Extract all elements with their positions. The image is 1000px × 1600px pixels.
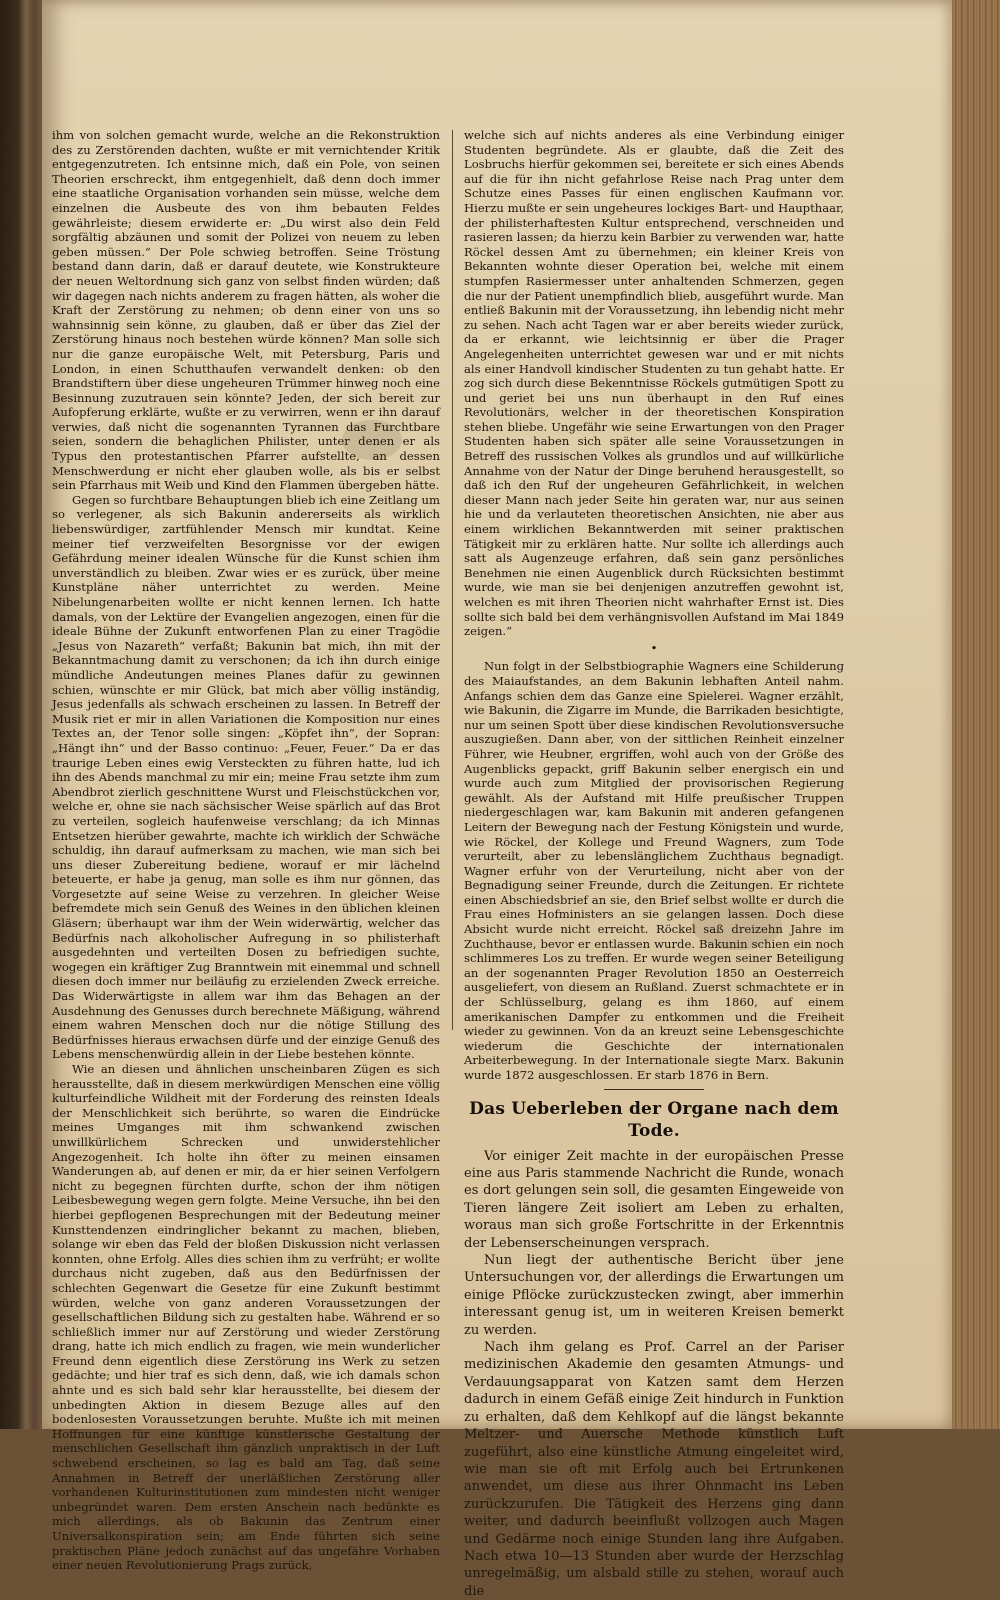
margin-fragment: l bbox=[4, 230, 8, 244]
margin-fragment: t bbox=[4, 1230, 9, 1244]
margin-fragment: t bbox=[4, 1330, 9, 1344]
book-page-edges bbox=[952, 0, 1000, 1429]
margin-fragment: r bbox=[4, 450, 10, 464]
margin-fragment: r bbox=[4, 1270, 10, 1284]
article-headline: Das Ueberleben der Organe nach dem Tode. bbox=[469, 1098, 839, 1141]
margin-fragment: b bbox=[4, 190, 12, 204]
margin-fragment: n bbox=[4, 650, 12, 664]
margin-fragment: f bbox=[4, 210, 9, 224]
margin-fragment: i bbox=[4, 970, 8, 984]
margin-fragment: l bbox=[4, 1090, 8, 1104]
right-column bbox=[464, 128, 844, 1600]
margin-fragment: e bbox=[4, 1370, 12, 1384]
margin-fragment: r bbox=[4, 1410, 10, 1424]
margin-fragment: e bbox=[4, 1190, 12, 1204]
margin-fragment: e bbox=[4, 990, 12, 1004]
margin-fragment: r bbox=[4, 810, 10, 824]
margin-fragment: e bbox=[4, 1310, 12, 1324]
column-divider bbox=[452, 130, 453, 1030]
previous-page-fragment bbox=[0, 0, 30, 1429]
article-paragraph: Vor einiger Zeit machte in der europäischen Presse eine aus Paris stammende Nachricht die Runde, wonach es dort gelungen sein soll, die gesamten Eingeweide von Tieren längere Zeit isoliert am Leben zu erhalten, woraus man sich große Fortschritte in der Erkenntnis der Lebenserscheinungen versprach. bbox=[464, 1148, 844, 1251]
margin-fragment: r bbox=[4, 1130, 10, 1144]
section-separator: • bbox=[650, 640, 658, 655]
article-paragraph: Nach ihm gelang es Prof. Carrel an der Pariser medizinischen Akademie den gesamten Atmungs- und Verdauungsapparat von Katzen samt dem Herzen dadurch in einem Gefäß einige Zeit hindurch in Funktion zu erhalten, daß dem Kehlkopf auf die längst bekannte Meltzer- und Auersche Methode künstlich Luft zugeführt, also eine künstliche Atmung eingeleitet wird, wie man sie oft mit Erfolg auch bei Ertrunkenen anwendet, um diese aus ihrer Ohnmacht ins Leben zurückzurufen. Die Tätigkeit des Herzens ging dann weiter, und dadurch beeinflußt vollzogen auch Magen und Gedärme noch einige Stunden lang ihre Aufgaben. Nach etwa 10—13 Stunden aber wurde der Herzschlag unregelmäßig, um alsbald stille zu stehen, worauf auch die bbox=[464, 1340, 844, 1599]
margin-fragment: d bbox=[4, 1210, 12, 1224]
margin-fragment: e bbox=[4, 910, 12, 924]
margin-fragment: e bbox=[4, 1250, 12, 1264]
margin-fragment: e bbox=[4, 1150, 12, 1164]
margin-fragment: e bbox=[4, 1390, 12, 1404]
article-paragraph: Nun liegt der authentische Bericht über jene Untersuchungen vor, der allerdings die Erwartungen um einige Pflöcke zurückzustecken zwingt, aber immerhin interessant genug ist, um in weiteren Kreisen bemerkt zu werden. bbox=[464, 1253, 844, 1338]
margin-fragment: n bbox=[4, 1170, 12, 1184]
body-paragraph: ihm von solchen gemacht wurde, welche an die Rekonstruktion des zu Zerstörenden dachten, wußte er mit vernichtender Kritik entgegenzutreten. Ich entsinne mich, daß ein Pole, von seinen Theorien erschreckt, ihm entgegenhielt, daß denn doch immer eine staatliche Organisation vorhanden sein müsse, welche dem einzelnen die Ausbeute des von ihm bebauten Feldes gewährleiste; diesem erwiderte er: „Du wirst also dein Feld sorgfältig abzäunen und somit der Polizei von neuem zu leben geben müssen.“ Der Pole schwieg betroffen. Seine Tröstung bestand dann darin, daß er darauf deutete, wie Konstrukteure der neuen Weltordnung sich ganz von selbst finden würden; daß wir dagegen nach nichts anderem zu fragen hätten, als woher die Kraft der Zerstörung zu nehmen; ob denn einer von uns so wahnsinnig sein könne, zu glauben, daß er über das Ziel der Zerstörung hinaus noch bestehen würde können? Man solle sich nur die ganze europäische Welt, mit Petersburg, Paris und London, in einen Schutthaufen verwandelt denken: ob den Brandstiftern über diese ungeheuren Trümmer hinweg noch eine Besinnung zuzutrauen sein könnte? Jeden, der sich bereit zur Aufopferung erklärte, wußte er zu verwirren, wenn er ihn darauf verwies, daß nicht die sogenannten Tyrannen das Furchtbare seien, sondern die behaglichen Philister, unter denen er als Typus den protestantischen Pfarrer aufstellte, an dessen Menschwerdung er nicht eher glauben wolle, als bis er selbst sein Pfarrhaus mit Weib und Kind den Flammen übergeben hätte. bbox=[52, 128, 440, 493]
margin-fragment: n bbox=[4, 1290, 12, 1304]
margin-fragment: r bbox=[4, 690, 10, 704]
body-paragraph: Nun folgt in der Selbstbiographie Wagners eine Schilderung des Maiaufstandes, an dem Bakunin lebhaften Anteil nahm. Anfangs schien dem das Ganze eine Spielerei. Wagner erzählt, wie Bakunin, die Zigarre im Munde, die Barrikaden besichtigte, nur um seinen Spott über diese kindischen Revolutionsversuche auszugießen. Dann aber, von der sittlichen Reinheit einzelner Führer, wie Heubner, ergriffen, wohl auch von der Größe des Augenblicks gepackt, griff Bakunin selber energisch ein und wurde auch zum Mitglied der provisorischen Regierung gewählt. Als der Aufstand mit Hilfe preußischer Truppen niedergeschlagen war, kam Bakunin mit anderen gefangenen Leitern der Bewegung nach der Festung Königstein und wurde, wie Röckel, der Kollege und Freund Wagners, zum Tode verurteilt, aber zu lebenslänglichem Zuchthaus begnadigt. Wagner erfuhr von der Verurteilung, nicht aber von der Begnadigung seiner Freunde, durch die Zeitungen. Er richtete einen Abschiedsbrief an sie, den Brief selbst wollte er durch die Frau eines Hofministers an sie gelangen lassen. Doch diese Absicht wurde nicht erreicht. Röckel saß dreizehn Jahre im Zuchthause, bevor er entlassen wurde. Bakunin schien ein noch schlimmeres Los zu treffen. Er wurde wegen seiner Beteiligung an der sogenannten Prager Revolution 1850 an Oesterreich ausgeliefert, von diesem an Rußland. Zuerst schmachtete er in der Schlüsselburg, gelang es ihm 1860, auf einem amerikanischen Dampfer zu entkommen und die Freiheit wieder zu gewinnen. Von da an kreuzt seine Lebensgeschichte wiederum die Geschichte der internationalen Arbeiterbewegung. In der Internationale siegte Marx. Bakunin wurde 1872 ausgeschlossen. Er starb 1876 in Bern. bbox=[464, 659, 844, 1082]
margin-fragment: n bbox=[4, 530, 12, 544]
margin-fragment: l bbox=[4, 170, 8, 184]
margin-fragment: t bbox=[4, 1030, 9, 1044]
margin-fragment: r bbox=[4, 1010, 10, 1024]
margin-fragment: a bbox=[4, 950, 12, 964]
left-column bbox=[52, 128, 440, 1573]
body-paragraph: Wie an diesen und ähnlichen unscheinbaren Zügen es sich herausstellte, daß in diesem merkwürdigen Menschen eine völlig kulturfeindliche Wildheit mit der Forderung des reinsten Ideals der Menschlichkeit sich berührte, so waren die Eindrücke meines Umganges mit ihm schwankend zwischen unwillkürlichem Schrecken und unwiderstehlicher Angezogenheit. Ich holte ihn öfter zu meinen einsamen Wanderungen ab, auf denen er mir, da er hier seinen Verfolgern nicht zu begegnen fürchten durfte, schon der ihm nötigen Leibesbewegung wegen gern folgte. Meine Versuche, ihn bei den hierbei gepflogenen Besprechungen mit der Bedeutung meiner Kunsttendenzen eindringlicher bekannt zu machen, blieben, solange wir eben das Feld der bloßen Diskussion nicht verlassen konnten, ohne Erfolg. Alles dies schien ihm zu verfrüht; er wollte durchaus nicht zugeben, daß aus den Bedürfnissen der schlechten Gegenwart die Gesetze für eine Zukunft bestimmt würden, welche von ganz anderen Voraussetzungen der gesellschaftlichen Bildung sich zu gestalten habe. Während er so schließlich immer nur auf Zerstörung und wieder Zerstörung drang, hatte ich mich endlich zu fragen, wie mein wunderlicher Freund denn eigentlich diese Zerstörung ins Werk zu setzen gedächte; und hier traf es sich denn, daß, wie ich damals schon ahnte und es sich bald sehr klar herausstellte, bei diesem der unbedingten Aktion in diesem Bezuge alles auf den bodenlosesten Voraussetzungen beruhte. Mußte ich mit meinen Hoffnungen für eine künftige künstlerische Gestaltung der menschlichen Gesellschaft ihm gänzlich unpraktisch in der Luft schwebend erscheinen, so lag es bald am Tag, daß seine Annahmen in Betreff der unerläßlichen Zerstörung aller vorhandenen Kulturinstitutionen zum mindesten nicht weniger unbegründet waren. Dem ersten Anschein nach bedünkte es mich allerdings, als ob Bakunin das Zentrum einer Universalkonspiration sein; am Ende führten sich seine praktischen Pläne jedoch zunächst auf das ungefähre Vorhaben einer neuen Revolutionierung Prags zurück, bbox=[52, 1062, 440, 1573]
body-paragraph: Gegen so furchtbare Behauptungen blieb ich eine Zeitlang um so verlegener, als sich Bakunin andererseits als wirklich liebenswürdiger, zartfühlender Mensch mir kundtat. Keine meiner tief verzweifelten Besorgnisse vor der ewigen Gefährdung meiner idealen Wünsche für die Kunst schien ihm unverständlich zu bleiben. Zwar wies er es zurück, über meine Kunstpläne näher unterrichtet zu werden. Meine Nibelungenarbeiten wollte er nicht kennen lernen. Ich hatte damals, von der Lektüre der Evangelien angezogen, einen für die ideale Bühne der Zukunft entworfenen Plan zu einer Tragödie „Jesus von Nazareth“ verfaßt; Bakunin bat mich, ihn mit der Bekanntmachung damit zu verschonen; da ich ihn durch einige mündliche Andeutungen meines Planes dafür zu gewinnen schien, wünschte er mir Glück, bat mich aber völlig inständig, Jesus jedenfalls als schwach erscheinen zu lassen. In Betreff der Musik riet er mir in allen Variationen die Komposition nur eines Textes an, der Tenor solle singen: „Köpfet ihn“, der Sopran: „Hängt ihn“ und der Basso continuo: „Feuer, Feuer.“ Da er das traurige Leben eines ewig Versteckten zu führen hatte, lud ich ihn des Abends manchmal zu mir ein; meine Frau setzte ihm zum Abendbrot zierlich geschnittene Wurst und Fleischstückchen vor, welche er, ohne sie nach sächsischer Weise spärlich auf das Brot zu verteilen, sogleich haufenweise verschlang; da ich Minnas Entsetzen hierüber gewahrte, machte ich wirklich der Schwäche schuldig, ihn darauf aufmerksam zu machen, wie man sich bei uns dieser Zubereitung bediene, worauf er mir lächelnd beteuerte, er habe ja genug, man solle es ihm nur gönnen, das Vorgesetzte auf seine Weise zu verzehren. In gleicher Weise befremdete mich sein Genuß des Weines in den üblichen kleinen Gläsern; überhaupt war ihm der Wein widerwärtig, welcher das Bedürfnis nach alkoholischer Aufregung in so philisterhaft ausgedehnten und verteilten Dosen zu befriedigen suchte, wogegen ein kräftiger Zug Branntwein mit einemmal und schnell diesen doch immer nur beiläufig zu erzielenden Zweck erreiche. Das Widerwärtigste in allem war ihm das Behagen an der Ausdehnung des Genusses durch berechnete Mäßigung, während einem wahren Menschen doch nur die nötige Stillung des Bedürfnisses hieraus erwachsen dürfe und der einzige Genuß des Lebens menschenwürdig allein in der Liebe bestehen könnte. bbox=[52, 492, 440, 1062]
body-paragraph: welche sich auf nichts anderes als eine Verbindung einiger Studenten begründete. Als er glaubte, daß die Zeit des Losbruchs hierfür gekommen sei, bereitete er sich eines Abends auf die für ihn nicht gefahrlose Reise nach Prag unter dem Schutze eines Passes für einen englischen Kaufmann vor. Hierzu mußte er sein ungeheures lockiges Bart- und Haupthaar, der philisterhaftesten Kultur entsprechend, verschneiden und rasieren lassen; da hierzu kein Barbier zu verwenden war, hatte Röckel dessen Amt zu übernehmen; ein kleiner Kreis von Bekannten wohnte dieser Operation bei, welche mit einem stumpfen Rasiermesser unter anhaltenden Schmerzen, gegen die nur der Patient unempfindlich blieb, ausgeführt wurde. Man entließ Bakunin mit der Voraussetzung, ihn lebendig nicht mehr zu sehen. Nach acht Tagen war er aber bereits wieder zurück, da er erkannt, wie leichtsinnig er über die Prager Angelegenheiten unterrichtet gewesen war und er mit nichts als einer Handvoll kindischer Studenten zu tun gehabt hatte. Er zog sich durch diese Bekenntnisse Röckels gutmütigen Spott zu und geriet bei uns nun überhaupt in den Ruf eines Revolutionärs, welcher in der theoretischen Konspiration stehen bliebe. Ungefähr wie seine Erwartungen von den Prager Studenten haben sich später alle seine Voraussetzungen in Betreff des russischen Volkes als grundlos und auf willkürliche Annahme von der Natur der Dinge beruhend herausgestellt, so daß ich den Ruf der ungeheuren Gefährlichkeit, in welchen dieser Mann nach jeder Seite hin geraten war, nur aus seinen hie und da verlauteten theoretischen Ansichten, nie aber aus einem wirklichen Bekanntwerden mit seiner praktischen Tätigkeit mir zu erklären hatte. Nur sollte ich allerdings auch satt als Augenzeuge erfahren, daß sein ganz persönliches Benehmen nie einen Augenblick durch Rücksichten bestimmt wurde, wie man sie bei denjenigen anzutreffen gewohnt ist, welchen es mit ihren Theorien nicht wahrhafter Ernst ist. Dies sollte sich bald bei dem verhängnisvollen Aufstand im Mai 1849 zeigen.“ bbox=[464, 128, 844, 639]
margin-fragment: t bbox=[4, 850, 9, 864]
margin-fragment: g bbox=[4, 930, 12, 944]
margin-fragment: t bbox=[4, 490, 9, 504]
margin-fragment: e bbox=[4, 670, 12, 684]
margin-fragment: e bbox=[4, 730, 12, 744]
margin-fragment: o bbox=[4, 370, 12, 384]
margin-fragment: h bbox=[4, 250, 12, 264]
margin-fragment: s bbox=[4, 130, 11, 144]
margin-fragment: d bbox=[4, 310, 12, 324]
margin-fragment: e bbox=[4, 630, 12, 644]
margin-fragment: r bbox=[4, 610, 10, 624]
margin-fragment: e bbox=[4, 470, 12, 484]
margin-fragment: e bbox=[4, 390, 12, 404]
margin-fragment: n bbox=[4, 750, 12, 764]
margin-fragment: t bbox=[4, 770, 9, 784]
margin-fragment: t bbox=[4, 150, 9, 164]
margin-fragment: n bbox=[4, 350, 12, 364]
margin-fragment: ie bbox=[4, 430, 15, 444]
margin-fragment: e bbox=[4, 290, 12, 304]
margin-fragment: e bbox=[4, 790, 12, 804]
margin-fragment: e bbox=[4, 570, 12, 584]
margin-fragment: e bbox=[4, 830, 12, 844]
margin-fragment: r bbox=[4, 410, 10, 424]
margin-fragment: t bbox=[4, 550, 9, 564]
margin-fragment: e bbox=[4, 870, 12, 884]
margin-fragment: d bbox=[4, 330, 12, 344]
margin-fragment: e bbox=[4, 510, 12, 524]
margin-fragment: g bbox=[4, 1110, 12, 1124]
margin-fragment: e bbox=[4, 1070, 12, 1084]
margin-fragment: t bbox=[4, 270, 9, 284]
margin-fragment: r bbox=[4, 590, 10, 604]
margin-fragment: t bbox=[4, 710, 9, 724]
margin-fragment: n bbox=[4, 890, 12, 904]
margin-fragment: n bbox=[4, 1050, 12, 1064]
margin-fragment: t bbox=[4, 1350, 9, 1364]
article-rule bbox=[604, 1089, 704, 1090]
